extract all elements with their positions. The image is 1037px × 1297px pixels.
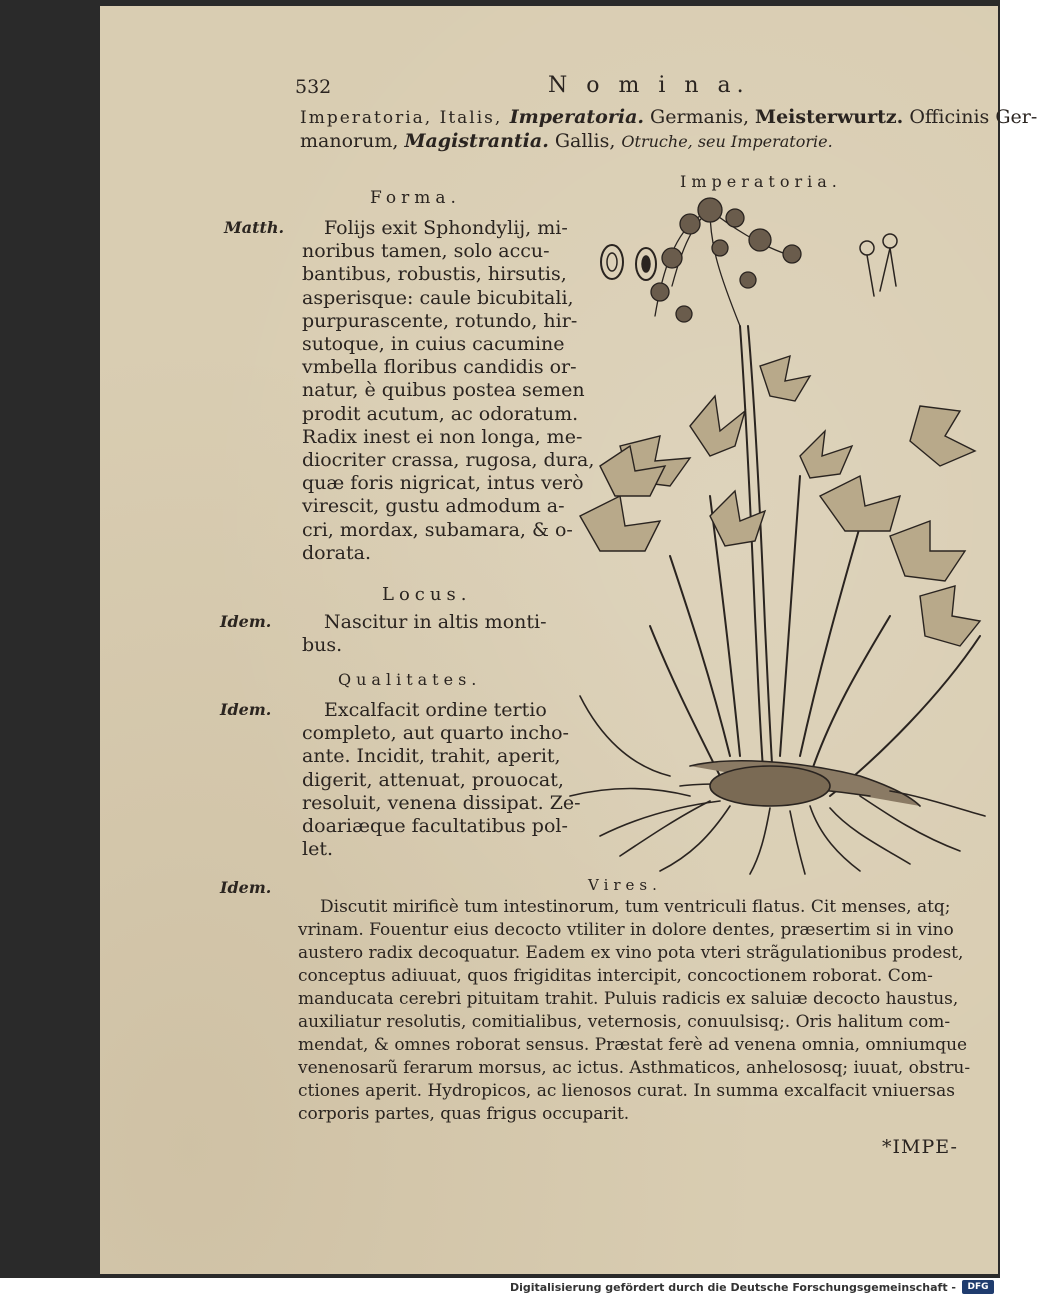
dfg-logo: DFG bbox=[962, 1280, 994, 1294]
qualitates-margin-note: Idem. bbox=[220, 700, 272, 719]
names-lead: Imperatoria, Italis, bbox=[300, 108, 510, 128]
locus-margin-note: Idem. bbox=[220, 612, 272, 631]
imperatoria-woodcut bbox=[560, 196, 990, 876]
gallis-label: Gallis, bbox=[548, 130, 622, 152]
germanis-label: Germanis, bbox=[644, 106, 756, 128]
forma-line: diocriter crassa, rugosa, dura, bbox=[302, 449, 595, 472]
qualitates-line: completo, aut quarto incho- bbox=[302, 722, 569, 745]
italian-name: Imperatoria. bbox=[509, 106, 644, 128]
vires-text bbox=[298, 896, 970, 1126]
forma-line: quæ foris nigricat, intus verò bbox=[302, 472, 584, 495]
german-name: Meisterwurtz. bbox=[755, 106, 904, 128]
vires-line: auxiliatur resolutis, comitialibus, veternosis, conuulsisq;. Oris halitum com- bbox=[298, 1012, 951, 1032]
qualitates-line: Excalfacit ordine tertio bbox=[324, 699, 547, 721]
vires-line: conceptus adiuuat, quos frigiditas intercipit, concoctionem roborat. Com- bbox=[298, 966, 933, 986]
qualitates-line: ante. Incidit, trahit, aperit, bbox=[302, 745, 561, 768]
vires-line: Discutit mirificè tum intestinorum, tum ventriculi flatus. Cit menses, atq; bbox=[320, 897, 951, 917]
french-name: Otruche, seu Imperatorie. bbox=[621, 132, 833, 151]
footer-bar bbox=[0, 1278, 1000, 1297]
flower-detail bbox=[860, 234, 897, 296]
vires-line: ctiones aperit. Hydropicos, ac lienosos curat. In summa excalfacit vniuersas bbox=[298, 1081, 955, 1101]
vires-margin-note: Idem. bbox=[220, 878, 272, 897]
qualitates-text bbox=[302, 699, 581, 861]
vires-line: venenosarũ ferarum morsus, ac ictus. Asthmaticos, anhelososq; iuuat, obstru- bbox=[298, 1058, 971, 1078]
illustration-title: Imperatoria. bbox=[680, 172, 842, 191]
qualitates-heading: Qualitates. bbox=[338, 670, 482, 689]
locus-line: Nascitur in altis monti- bbox=[324, 611, 547, 633]
forma-line: vmbella floribus candidis or- bbox=[302, 356, 577, 379]
locus-heading: Locus. bbox=[382, 584, 472, 605]
qualitates-line: let. bbox=[302, 838, 333, 861]
locus-text bbox=[302, 611, 547, 657]
forma-line: purpurascente, rotundo, hir- bbox=[302, 309, 578, 332]
vires-heading: Vires. bbox=[588, 876, 662, 894]
vires-line: corporis partes, quas frigus occuparit. bbox=[298, 1104, 630, 1124]
names-line-1 bbox=[300, 106, 1037, 128]
umbel bbox=[651, 198, 801, 326]
forma-line: virescit, gustu admodum a- bbox=[302, 495, 565, 518]
qualitates-line: digerit, attenuat, prouocat, bbox=[302, 768, 564, 791]
forma-text bbox=[302, 217, 594, 565]
forma-line: dorata. bbox=[302, 541, 372, 564]
names-line-2 bbox=[300, 130, 833, 152]
vires-line: manducata cerebri pituitam trahit. Puluis radicis ex saluiæ decocto haustus, bbox=[298, 989, 959, 1009]
leaves bbox=[580, 356, 980, 646]
rootstock bbox=[570, 696, 985, 874]
book-page bbox=[100, 6, 1037, 1274]
locus-line: bus. bbox=[302, 634, 343, 657]
page-number: 532 bbox=[295, 76, 332, 98]
footer-credit: Digitalisierung gefördert durch die Deutsche Forschungsgemeinschaft - bbox=[509, 1281, 956, 1294]
names-lead-2: manorum, bbox=[300, 130, 405, 152]
qualitates-line: resoluit, venena dissipat. Ze- bbox=[302, 791, 581, 814]
forma-line: bantibus, robustis, hirsutis, bbox=[302, 263, 567, 286]
vires-line: mendat, & omnes roborat sensus. Præstat ferè ad venena omnia, omniumque bbox=[298, 1035, 968, 1055]
forma-heading: Forma. bbox=[370, 188, 461, 208]
forma-line: Folijs exit Sphondylij, mi- bbox=[324, 217, 568, 239]
qualitates-line: doariæque facultatibus pol- bbox=[302, 815, 568, 838]
vires-line: austero radix decoquatur. Eadem ex vino pota vteri strãgulationibus prodest, bbox=[298, 943, 964, 963]
catchword: *IMPE- bbox=[882, 1136, 958, 1158]
officinis-label: Officinis Ger- bbox=[903, 106, 1037, 128]
forma-line: natur, è quibus postea semen bbox=[302, 379, 585, 402]
vires-line: vrinam. Fouentur eius decocto vtiliter in dolore dentes, præsertim si in vino bbox=[298, 920, 954, 940]
forma-line: cri, mordax, subamara, & o- bbox=[302, 518, 573, 541]
forma-line: Radix inest ei non longa, me- bbox=[302, 425, 583, 448]
forma-line: prodit acutum, ac odoratum. bbox=[302, 402, 579, 425]
seed-illustration bbox=[601, 245, 656, 280]
running-head: N o m i n a. bbox=[548, 73, 750, 98]
forma-line: noribus tamen, solo accu- bbox=[302, 240, 550, 263]
forma-margin-note: Matth. bbox=[224, 218, 285, 237]
officinal-name: Magistrantia. bbox=[404, 130, 549, 152]
forma-line: sutoque, in cuius cacumine bbox=[302, 333, 565, 356]
forma-line: asperisque: caule bicubitali, bbox=[302, 286, 574, 309]
